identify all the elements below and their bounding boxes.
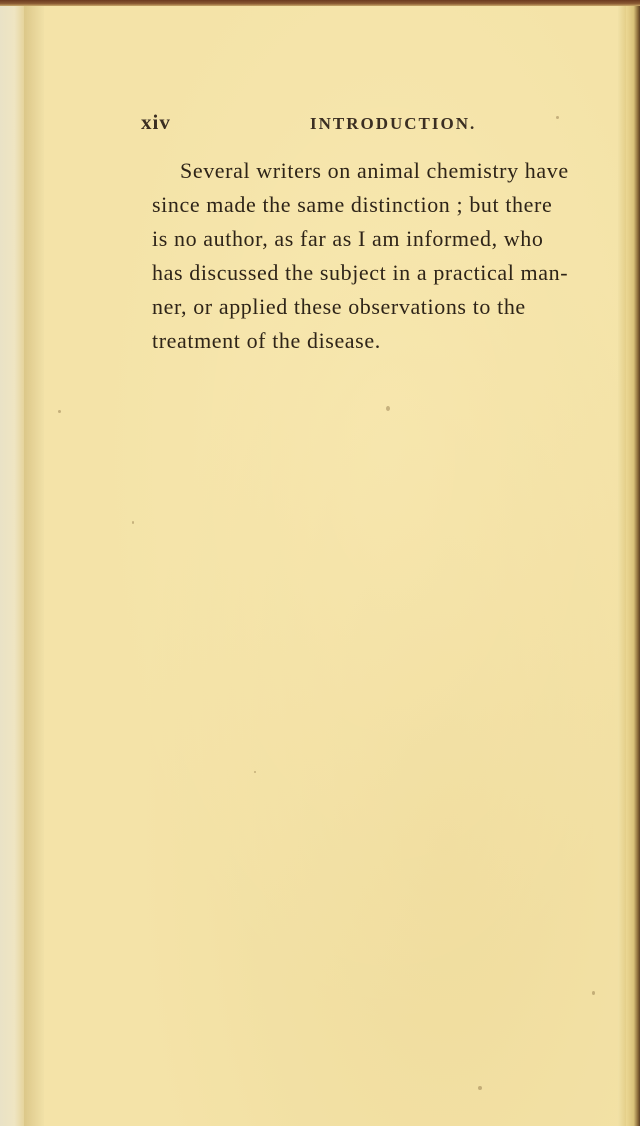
book-binding-edge [0,6,24,1126]
paper-speck [592,991,595,995]
paper-speck [254,771,256,773]
text-line: since made the same distinction ; but there [152,192,553,217]
page-number: xiv [141,110,171,134]
paper-speck [58,410,61,413]
paper-speck [556,116,559,119]
paper-speck [132,521,134,524]
text-line: treatment of the disease. [152,328,381,353]
gutter-shadow [24,6,44,1126]
text-line: has discussed the subject in a practical man- [152,260,569,285]
book-right-edge [626,6,640,1126]
page-header [44,106,618,136]
page-edge-shading [618,6,626,1126]
running-head: INTRODUCTION. [310,114,477,133]
text-line: Several writers on animal chemistry have [180,158,569,183]
paper-speck [478,1086,482,1090]
text-line: ner, or applied these observations to the [152,294,526,319]
paper-speck [386,406,390,411]
text-line: is no author, as far as I am informed, who [152,226,544,251]
body-paragraph [152,154,612,358]
book-page [44,6,618,1126]
